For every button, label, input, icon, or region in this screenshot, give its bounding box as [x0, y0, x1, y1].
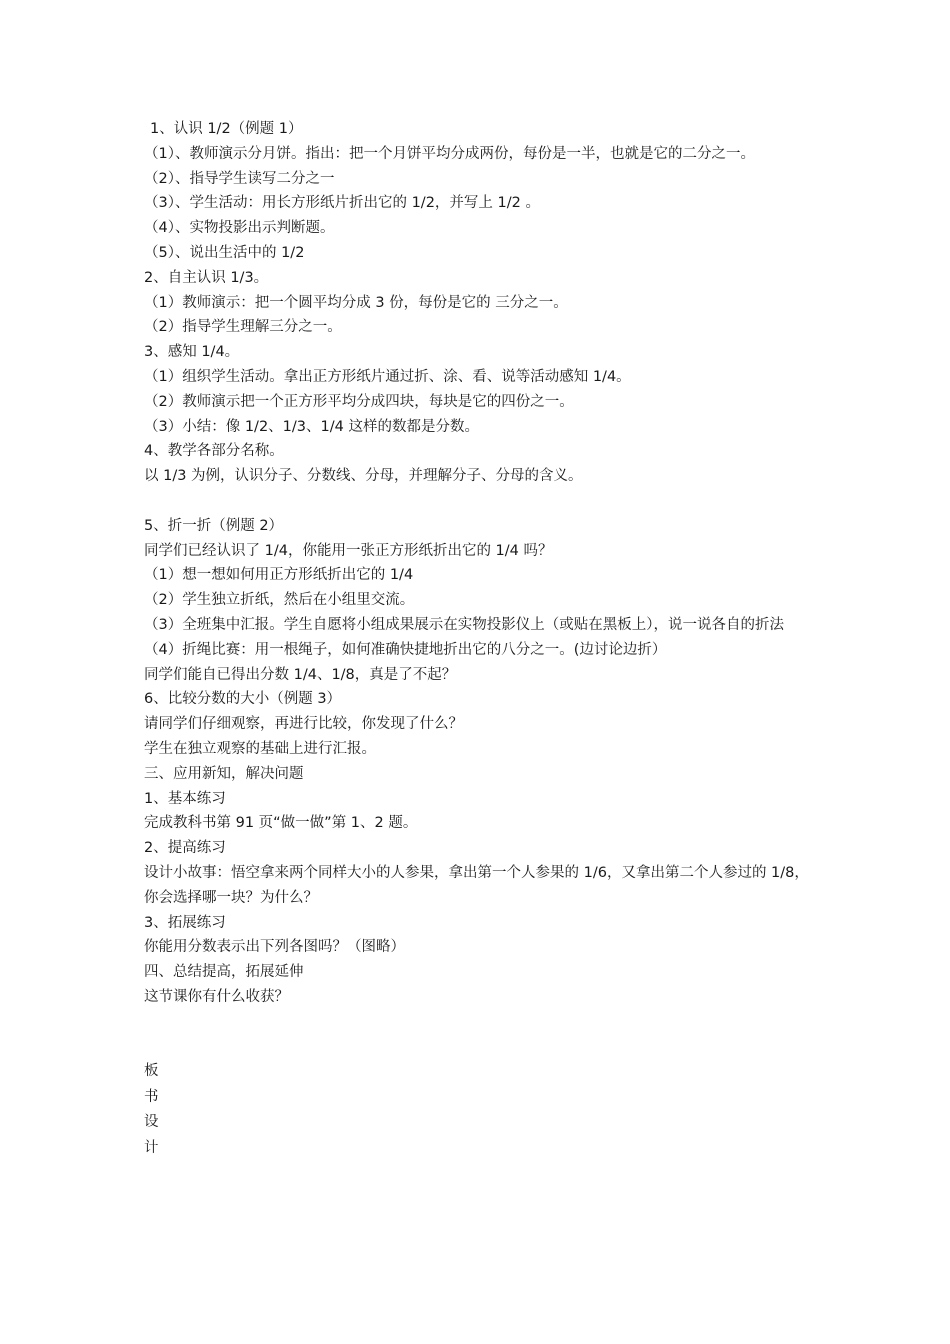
paragraph: 你能用分数表示出下列各图吗？（图略） — [144, 939, 405, 956]
vertical-char: 板 — [144, 1063, 159, 1080]
paragraph: 同学们能自已得出分数 1/4、1/8，真是了不起？ — [144, 666, 457, 683]
heading-fold: 5、折一折（例题 2） — [144, 517, 284, 534]
heading-basic-practice: 1、基本练习 — [144, 790, 226, 807]
paragraph: （1）教师演示：把一个圆平均分成 3 份，每份是它的 三分之一。 — [144, 294, 568, 311]
paragraph: 以 1/3 为例，认识分子、分数线、分母，并理解分子、分母的含义。 — [144, 468, 583, 485]
heading-compare-fractions: 6、比较分数的大小（例题 3） — [144, 691, 342, 708]
heading-advanced-practice: 2、提高练习 — [144, 840, 226, 857]
paragraph: （4）、实物投影出示判断题。 — [144, 220, 335, 237]
paragraph: 请同学们仔细观察，再进行比较，你发现了什么？ — [144, 716, 463, 733]
paragraph: （2）学生独立折纸，然后在小组里交流。 — [144, 592, 415, 609]
section-heading-summary: 四、总结提高，拓展延伸 — [144, 964, 304, 981]
paragraph: 这节课你有什么收获？ — [144, 988, 289, 1005]
section-heading-apply: 三、应用新知，解决问题 — [144, 765, 304, 782]
heading-extension-practice: 3、拓展练习 — [144, 914, 226, 931]
board-design-label — [144, 1059, 814, 1161]
vertical-char: 书 — [144, 1088, 159, 1105]
paragraph: （2）教师演示把一个正方形平均分成四块，每块是它的四份之一。 — [144, 393, 574, 410]
heading-recognize-half: 1、认识 1/2（例题 1） — [150, 121, 303, 137]
heading-recognize-third: 2、自主认识 1/3。 — [144, 269, 269, 286]
paragraph: （2）、指导学生读写二分之一 — [144, 170, 335, 187]
paragraph: （1）、教师演示分月饼。指出：把一个月饼平均分成两份，每份是一半，也就是它的二分之一。 — [144, 145, 755, 162]
paragraph: （4）折绳比赛：用一根绳子，如何准确快捷地折出它的八分之一。(边讨论边折） — [144, 641, 667, 658]
paragraph: （1）组织学生活动。拿出正方形纸片通过折、涂、看、说等活动感知 1/4。 — [144, 368, 631, 385]
paragraph: （5）、说出生活中的 1/2 — [144, 244, 305, 261]
paragraph: （3）、学生活动：用长方形纸片折出它的 1/2，并写上 1/2 。 — [144, 195, 540, 212]
paragraph: （3）小结：像 1/2、1/3、1/4 这样的数都是分数。 — [144, 418, 479, 435]
vertical-char: 计 — [144, 1140, 159, 1157]
paragraph: （3）全班集中汇报。学生自愿将小组成果展示在实物投影仪上（或贴在黑板上），说一说各自的折法 — [144, 616, 784, 633]
paragraph: （2）指导学生理解三分之一。 — [144, 319, 342, 336]
paragraph: 完成教科书第 91 页“做一做”第 1、2 题。 — [144, 815, 418, 832]
heading-part-names: 4、教学各部分名称。 — [144, 443, 284, 460]
paragraph: （1）想一想如何用正方形纸折出它的 1/4 — [144, 567, 414, 584]
paragraph: 学生在独立观察的基础上进行汇报。 — [144, 740, 376, 757]
spacer — [144, 1010, 814, 1060]
vertical-char: 设 — [144, 1114, 159, 1131]
paragraph: 设计小故事：悟空拿来两个同样大小的人参果，拿出第一个人参果的 1/6，又拿出第二个人参过的 1/8，你会选择哪一块？为什么？ — [144, 864, 809, 906]
heading-perceive-quarter: 3、感知 1/4。 — [144, 344, 240, 361]
document-body — [144, 117, 814, 1162]
spacer — [144, 489, 814, 514]
paragraph: 同学们已经认识了 1/4，你能用一张正方形纸折出它的 1/4 吗？ — [144, 542, 553, 559]
